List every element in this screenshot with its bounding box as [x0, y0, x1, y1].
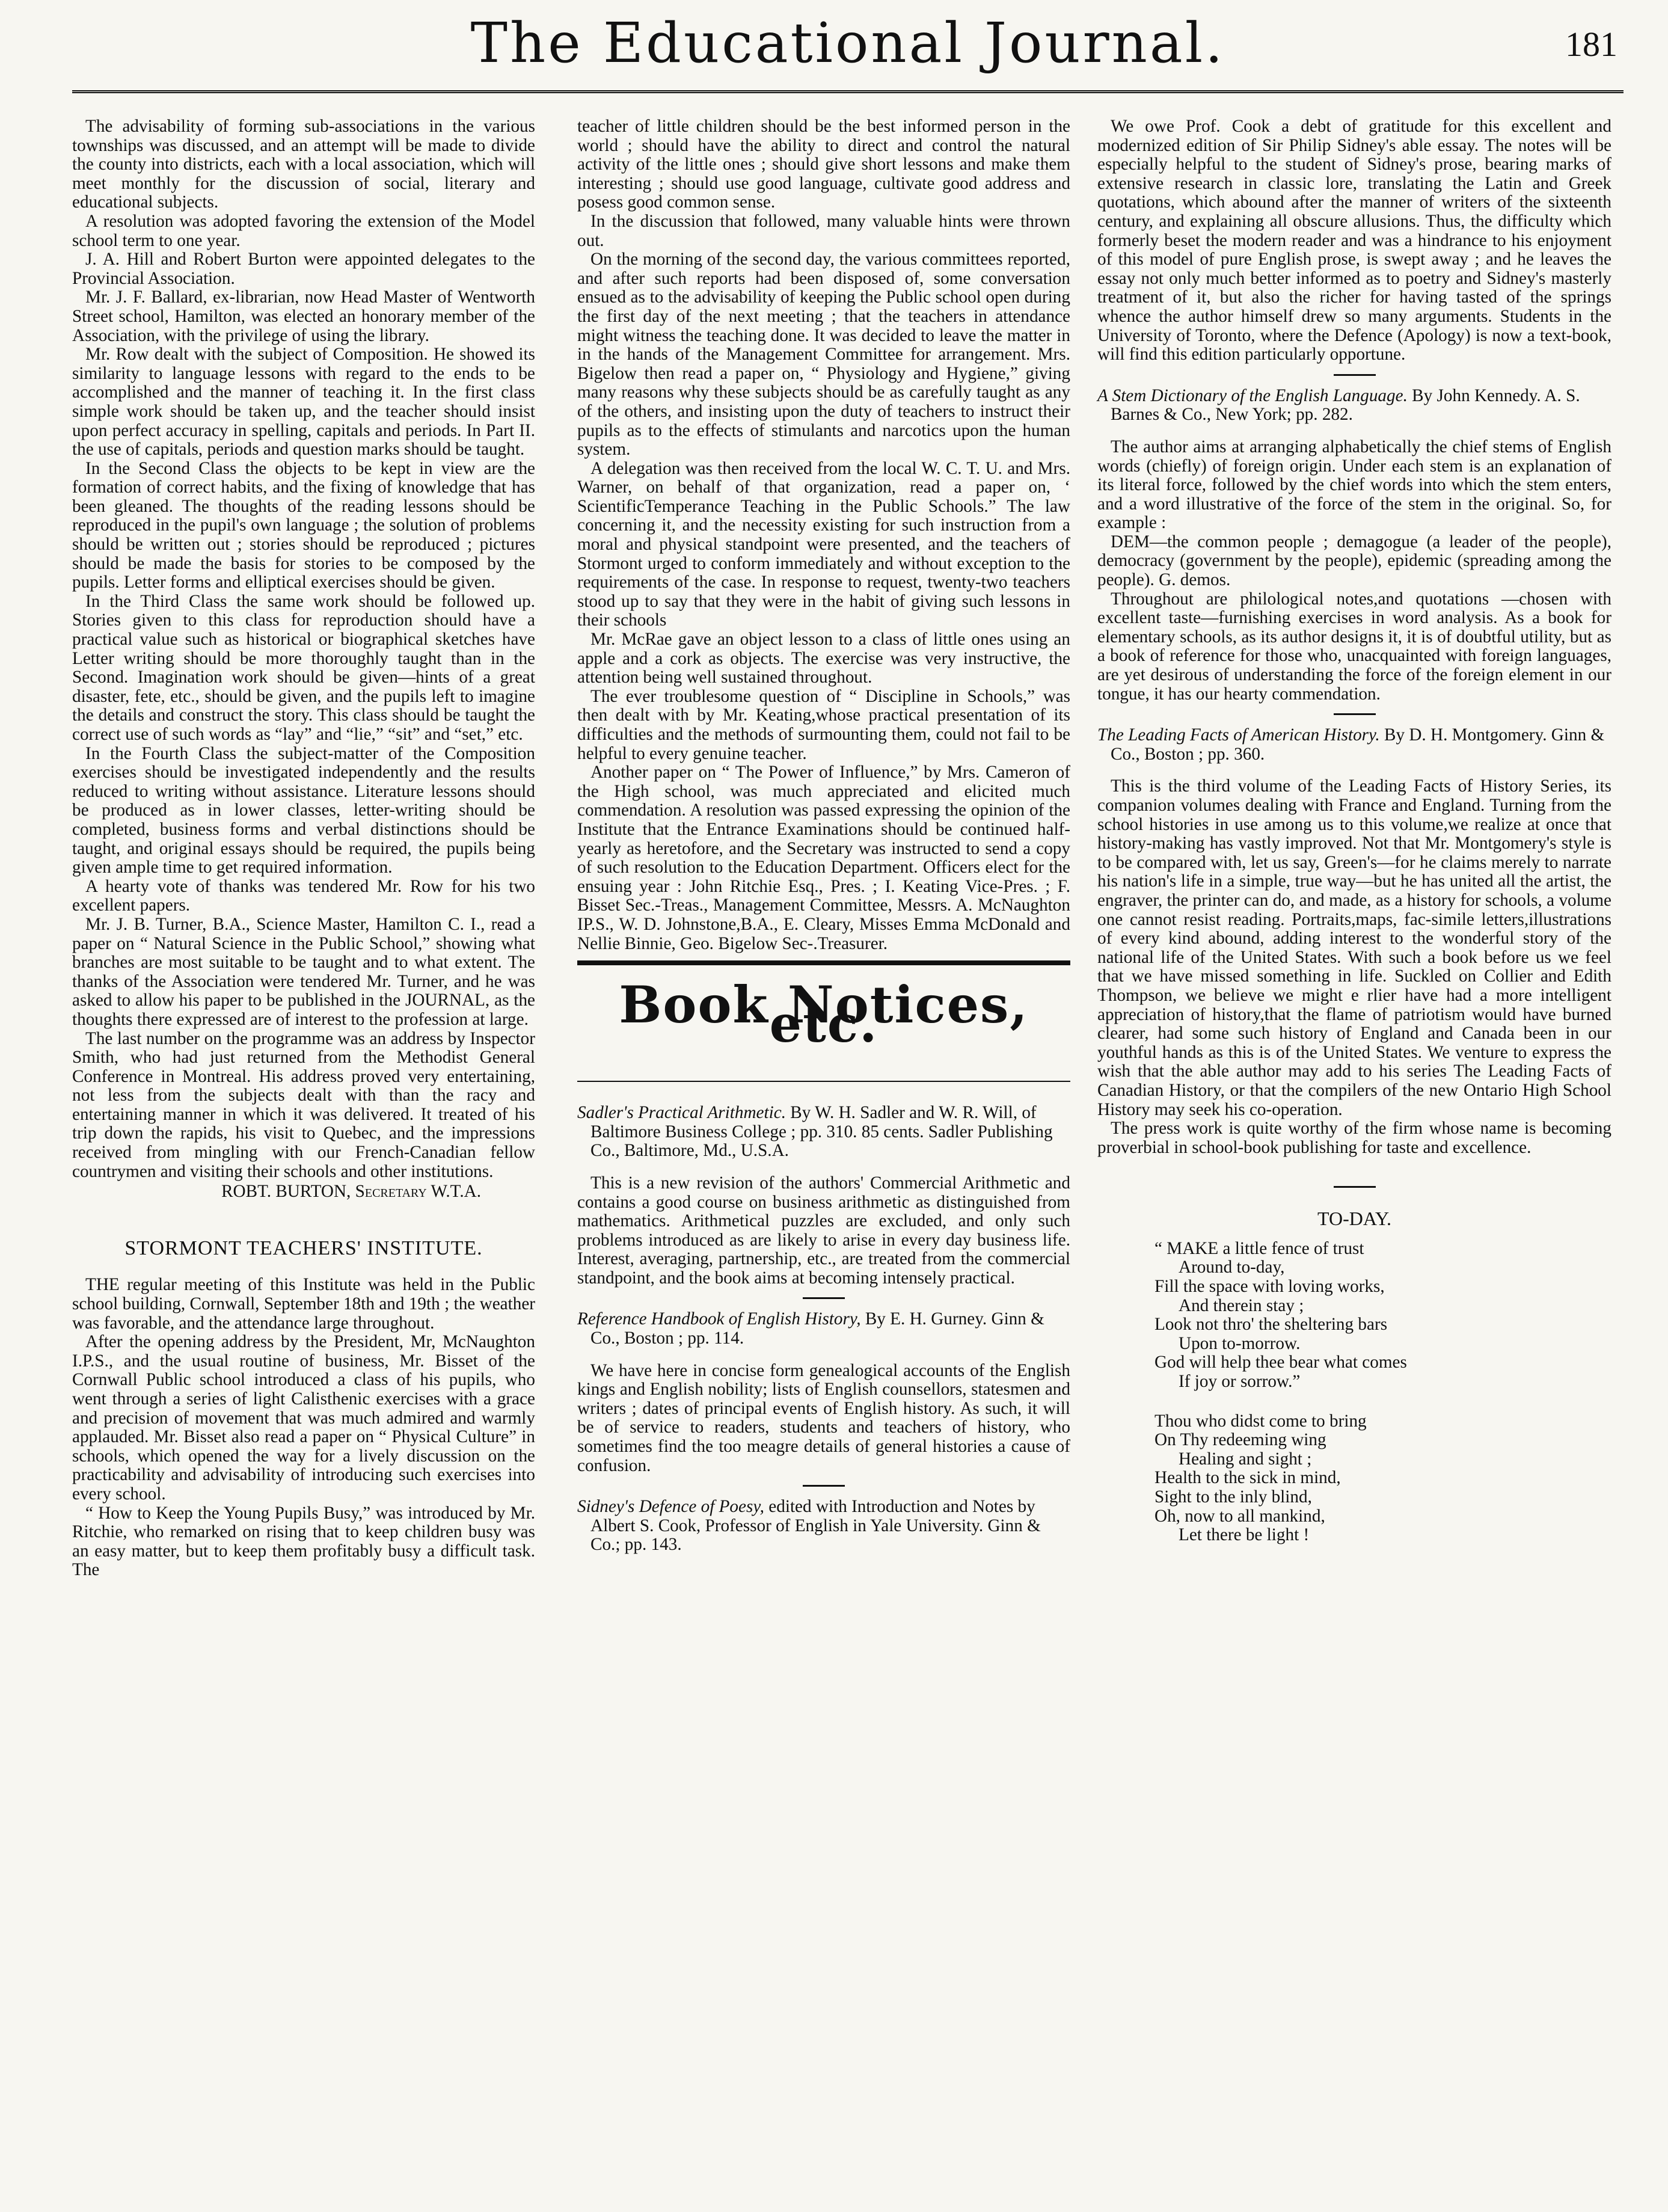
stanza-gap	[1154, 1392, 1611, 1412]
paragraph: Mr. J. B. Turner, B.A., Science Master, Hamilton C. I., read a paper on “ Natural Science in the Public School,” showing what branches are most suitable to be taught and to what extent. The thanks of the Association were tendered Mr. Turner, and he was asked to allow his paper to be published in the JOURNAL, as the thoughts there expressed are of interest to the profession at large.	[72, 914, 535, 1029]
paragraph: teacher of little children should be the best informed person in the world ; should have the ability to direct and control the natural activity of the little ones ; should give short lessons and make them interesting ; should use good language, cultivate good address and posess good common sense.	[577, 117, 1070, 212]
column-2	[577, 117, 1070, 1568]
book-entry-header	[1097, 726, 1611, 764]
paragraph: The author aims at arranging alphabetically the chief stems of English words (chiefly) of foreign origin. Under each stem is an explanation of its literal force, followed by the chief words into which the stem enters, and a word illustrative of the force of the stem in the original. So, for example :	[1097, 437, 1611, 533]
book-title: A Stem Dictionary of the English Language.	[1097, 386, 1408, 405]
journal-title: The Educational Journal.	[470, 11, 1225, 75]
book-details: By W. H. Sadler and W. R. Will, of Baltimore Business College ; pp. 310. 85 cents. Sadler Publishing Co., Baltimore, Md., U.S.A.	[590, 1103, 1053, 1161]
book-entry-header	[577, 1310, 1070, 1348]
book-title: Reference Handbook of English History,	[577, 1309, 861, 1329]
paragraph: In the Third Class the same work should be followed up. Stories given to this class for reproduction should have a practical value such as historical or biographical sketches have Letter writing should be more thoroughly taught than in the Second. Imagination work should be given—hints of a great disaster, fete, etc., should be given, and the pupils left to imagine the details and construct the story. This class should be taught the correct use of such words as “lay” and “lie,” “sit” and “set,” etc.	[72, 591, 535, 744]
paragraph: In the discussion that followed, many valuable hints were thrown out.	[577, 211, 1070, 250]
paragraph: The advisability of forming sub-associations in the various townships was discussed, and an attempt will be made to divide the county into districts, each with a local association, which will meet monthly for the discussion of social, literary and educational subjects.	[72, 117, 535, 212]
poem	[1097, 1240, 1611, 1545]
paragraph: Another paper on “ The Power of Influence,” by Mrs. Cameron of the High school, was much appreciated and elicited much commendation. A resolution was passed expressing the opinion of the Institute that the Entrance Examinations should be continued half-yearly as heretofore, and the Secretary was instructed to send a copy of such resolution to the Education Department. Officers elect for the ensuing year : John Ritchie Esq., Pres. ; I. Keating Vice-Pres. ; F. Bisset Sec.-Treas., Management Committee, Messrs. A. McNaughton IP.S., W. D. Johnstone,B.A., E. Cleary, Misses Emma McDonald and Nellie Binnie, Geo. Bigelow Sec-.Treasurer.	[577, 763, 1070, 953]
poem-line: Oh, now to all mankind,	[1154, 1506, 1325, 1526]
paragraph: We have here in concise form genealogical accounts of the English kings and English nobility; lists of English counsellors, statesmen and writers ; dates of principal events of English history. As such, it will be of service to readers, students and teachers of history, who sometimes find the too meagre details of general histories a cause of confusion.	[577, 1360, 1070, 1475]
section-heading-stormont: STORMONT TEACHERS' INSTITUTE.	[124, 1237, 483, 1259]
book-details: By John Kennedy. A. S. Barnes & Co., New York; pp. 282.	[1111, 386, 1580, 425]
paragraph: THE regular meeting of this Institute was held in the Public school building, Cornwall, September 18th and 19th ; the weather was favorable, and the attendance large throughout.	[72, 1275, 535, 1333]
column-1	[72, 117, 535, 1580]
signature: ROBT. BURTON, Secretary W.T.A.	[221, 1182, 481, 1202]
book-details: edited with Introduction and Notes by Albert S. Cook, Professor of English in Yale University. Ginn & Co.; pp. 143.	[590, 1497, 1041, 1555]
poem-title: TO-DAY.	[1317, 1208, 1391, 1230]
poem-line: And therein stay ;	[1179, 1295, 1304, 1315]
poem-line: Let there be light !	[1179, 1525, 1310, 1545]
book-details: By D. H. Montgomery. Ginn & Co., Boston ; pp. 360.	[1111, 725, 1605, 764]
poem-line: Sight to the inly blind,	[1154, 1487, 1312, 1507]
poem-line: Around to-day,	[1179, 1258, 1285, 1277]
divider	[1334, 374, 1376, 376]
poem-line: God will help thee bear what comes	[1154, 1353, 1407, 1372]
paragraph: A delegation was then received from the local W. C. T. U. and Mrs. Warner, on behalf of that organization, read a paper on, ‘ ScientificTemperance Teaching in the Public Schools.” The law concerning it, and the necessity existing for such instruction from a moral and physical standpoint were presented, and the teachers of Stormont urged to conform immediately and without exception to the requirements of the case. In response to request, twenty-two teachers stood up to say that they were in the habit of giving such lessons in their schools	[577, 458, 1070, 630]
masthead	[72, 0, 1624, 93]
page-number: 181	[1565, 25, 1617, 64]
poem-line: Fill the space with loving works,	[1154, 1277, 1385, 1297]
poem-line: Thou who didst come to bring	[1154, 1411, 1367, 1431]
book-entry-header	[1097, 387, 1611, 425]
divider	[1334, 1186, 1376, 1188]
paragraph: Mr. J. F. Ballard, ex-librarian, now Head Master of Wentworth Street school, Hamilton, was elected an honorary member of the Association, with the privilege of using the library.	[72, 287, 535, 345]
poem-line: On Thy redeeming wing	[1154, 1430, 1326, 1450]
paragraph: A hearty vote of thanks was tendered Mr. Row for his two excellent papers.	[72, 876, 535, 915]
paragraph: The press work is quite worthy of the firm whose name is becoming proverbial in school-book publishing for taste and excellence.	[1097, 1119, 1611, 1157]
poem-line: “ MAKE a little fence of trust	[1154, 1238, 1364, 1258]
paragraph: A resolution was adopted favoring the extension of the Model school term to one year.	[72, 211, 535, 250]
paragraph: In the Second Class the objects to be kept in view are the formation of correct habits, and the fixing of knowledge that has been gleaned. The thoughts of the reading lessons should be reproduced in the pupil's own language ; the solution of problems should be written out ; stories should be reproduced ; pictures should be made the basis for stories to be composed by the pupils. Letter forms and elliptical exercises should be given.	[72, 458, 535, 592]
book-entry-header	[577, 1104, 1070, 1161]
paragraph: Mr. Row dealt with the subject of Composition. He showed its similarity to language lessons with regard to the ends to be accomplished and the manner of teaching it. In the first class simple work should be taken up, and the teacher should insist upon perfect accuracy in spelling, capitals and periods. In Part II. the use of capitals, periods and question marks should be taught.	[72, 345, 535, 459]
paragraph: On the morning of the second day, the various committees reported, and after such reports had been disposed of, some conversation ensued as to the advisability of keeping the Public school open during the first day of the next meeting ; that the teachers in attendance might witness the teaching done. It was decided to leave the matter in in the hands of the Management Committee for arrangement. Mrs. Bigelow then read a paper on, “ Physiology and Hygiene,” giving many reasons why these subjects should be as carefully taught as any of the others, and insisting upon the duty of teachers to instruct their pupils as to the effects of stimulants and narcotics upon the human system.	[577, 250, 1070, 459]
paragraph: This is a new revision of the authors' Commercial Arithmetic and contains a good course on business arithmetic as distinguished from mathematics. Arithmetical puzzles are excluded, and only such problems introduced as are likely to arise in every day business life. Interest, averaging, partnership, etc., are treated from the commercial standpoint, and the book aims at becoming intensely practical.	[577, 1173, 1070, 1288]
book-details: By E. H. Gurney. Ginn & Co., Boston ; pp. 114.	[590, 1309, 1044, 1348]
divider	[577, 1081, 1070, 1082]
paragraph: We owe Prof. Cook a debt of gratitude for this excellent and modernized edition of Sir Philip Sidney's able essay. The notes will be especially helpful to the student of Sidney's prose, bearing marks of extensive research in classic lore, translating the Latin and Greek quotations, which abound after the manner of writers of the sixteenth century, and explaining all obscure allusions. Thus, the difficulty which formerly beset the modern reader and was a hindrance to his enjoyment of this model of pure English prose, is swept away ; and he leaves the essay not only much better informed as to poetry and Sidney's masterly treatment of it, but also the richer for having tasted of the springs whence the author himself drew so many arguments. Students in the University of Toronto, where the Defence (Apology) is now a text-book, will find this edition particularly opportune.	[1097, 117, 1611, 364]
paragraph: DEM—the common people ; demagogue (a leader of the people), democracy (government by the people), epidemic (spreading among the people). G. demos.	[1097, 532, 1611, 590]
book-notices-heading: Book Notices, etc.	[577, 960, 1070, 1068]
divider	[803, 1297, 845, 1299]
book-title: The Leading Facts of American History.	[1097, 725, 1380, 745]
divider	[1334, 713, 1376, 715]
poem-line: Health to the sick in mind,	[1154, 1468, 1341, 1488]
book-title: Sidney's Defence of Poesy,	[577, 1497, 764, 1517]
paragraph: Throughout are philological notes,and quotations —chosen with excellent taste—furnishing exercises in word analysis. As a book for elementary schools, as its author designs it, it is of doubtful utility, but as a book of reference for those who, unacquainted with foreign languages, are yet desirous of understanding the force of the foreign element in our tongue, it has our hearty commendation.	[1097, 589, 1611, 704]
column-3	[1097, 117, 1611, 1545]
poem-line: Healing and sight ;	[1179, 1449, 1312, 1469]
paragraph: In the Fourth Class the subject-matter of the Composition exercises should be investigated independently and the results reduced to writing without assistance. Literature lessons should be produced as in lower classes, letter-writing should be completed, business forms and verbal distinctions should be taught, and original essays should be required, the pupils being given ample time to get required information.	[72, 743, 535, 877]
paragraph: Mr. McRae gave an object lesson to a class of little ones using an apple and a cork as objects. The exercise was very instructive, the attention being well sustained throughout.	[577, 630, 1070, 687]
paragraph: The ever troublesome question of “ Discipline in Schools,” was then dealt with by Mr. Keating,whose practical presentation of its difficulties and the methods of surmounting them, could not fail to be helpful to every genuine teacher.	[577, 686, 1070, 763]
poem-line: Look not thro' the sheltering bars	[1154, 1315, 1388, 1335]
divider	[803, 1485, 845, 1487]
poem-line: Upon to-morrow.	[1179, 1333, 1301, 1353]
paragraph: J. A. Hill and Robert Burton were appointed delegates to the Provincial Association.	[72, 250, 535, 288]
paragraph: This is the third volume of the Leading Facts of History Series, its companion volumes dealing with France and England. Turning from the school histories in use among us to this volume,we realize at once that history-making has vastly improved. Not that Mr. Montgomery's style is to be compared with, let us say, Green's—for he claims merely to narrate his nation's life in a simple, true way—but he has united all the artist, the engraver, the printer can do, and made, as a history for schools, a volume one cannot resist reading. Portraits,maps, fac-simile letters,illustrations of every kind abound, adding interest to the wonderful story of the national life of the United States. With such a book before us we feel that we have missed something in life. Suckled on Collier and Edith Thompson, we believe we might e rlier have had a more intelligent appreciation of history,that the flame of patriotism would have burned clearer, had some such history of England and Canada been in our youthful hands as this is of the United States. We venture to express the wish that the able author may add to his series The Leading Facts of Canadian History, or that the compilers of the new Ontario High School History may seek his co-operation.	[1097, 776, 1611, 1119]
paragraph: “ How to Keep the Young Pupils Busy,” was introduced by Mr. Ritchie, who remarked on rising that to keep children busy was an easy matter, but to keep them profitably busy a difficult task. The	[72, 1503, 535, 1580]
poem-line: If joy or sorrow.”	[1179, 1372, 1301, 1392]
paragraph: The last number on the programme was an address by Inspector Smith, who had just returned from the Methodist General Conference in Montreal. His address proved very entertaining, not less from the subjects dealt with than the racy and entertaining manner in which it was delivered. It treated of his trip down the rapids, his visit to Quebec, and the impressions received from mingling with our French-Canadian fellow countrymen and visiting their schools and other institutions.	[72, 1028, 535, 1181]
book-title: Sadler's Practical Arithmetic.	[577, 1103, 786, 1123]
paragraph: After the opening address by the President, Mr, McNaughton I.P.S., and the usual routine of business, Mr. Bisset of the Cornwall Public school introduced a class of his pupils, who went through a series of light Calisthenic exercises with a grace and precision of movement that was much admired and warmly applauded. Mr. Bisset also read a paper on “ Physical Culture” in schools, which opened the way for a lively discussion on the practicability and advisability of introducing such exercises into every school.	[72, 1332, 535, 1504]
book-entry-header	[577, 1498, 1070, 1555]
